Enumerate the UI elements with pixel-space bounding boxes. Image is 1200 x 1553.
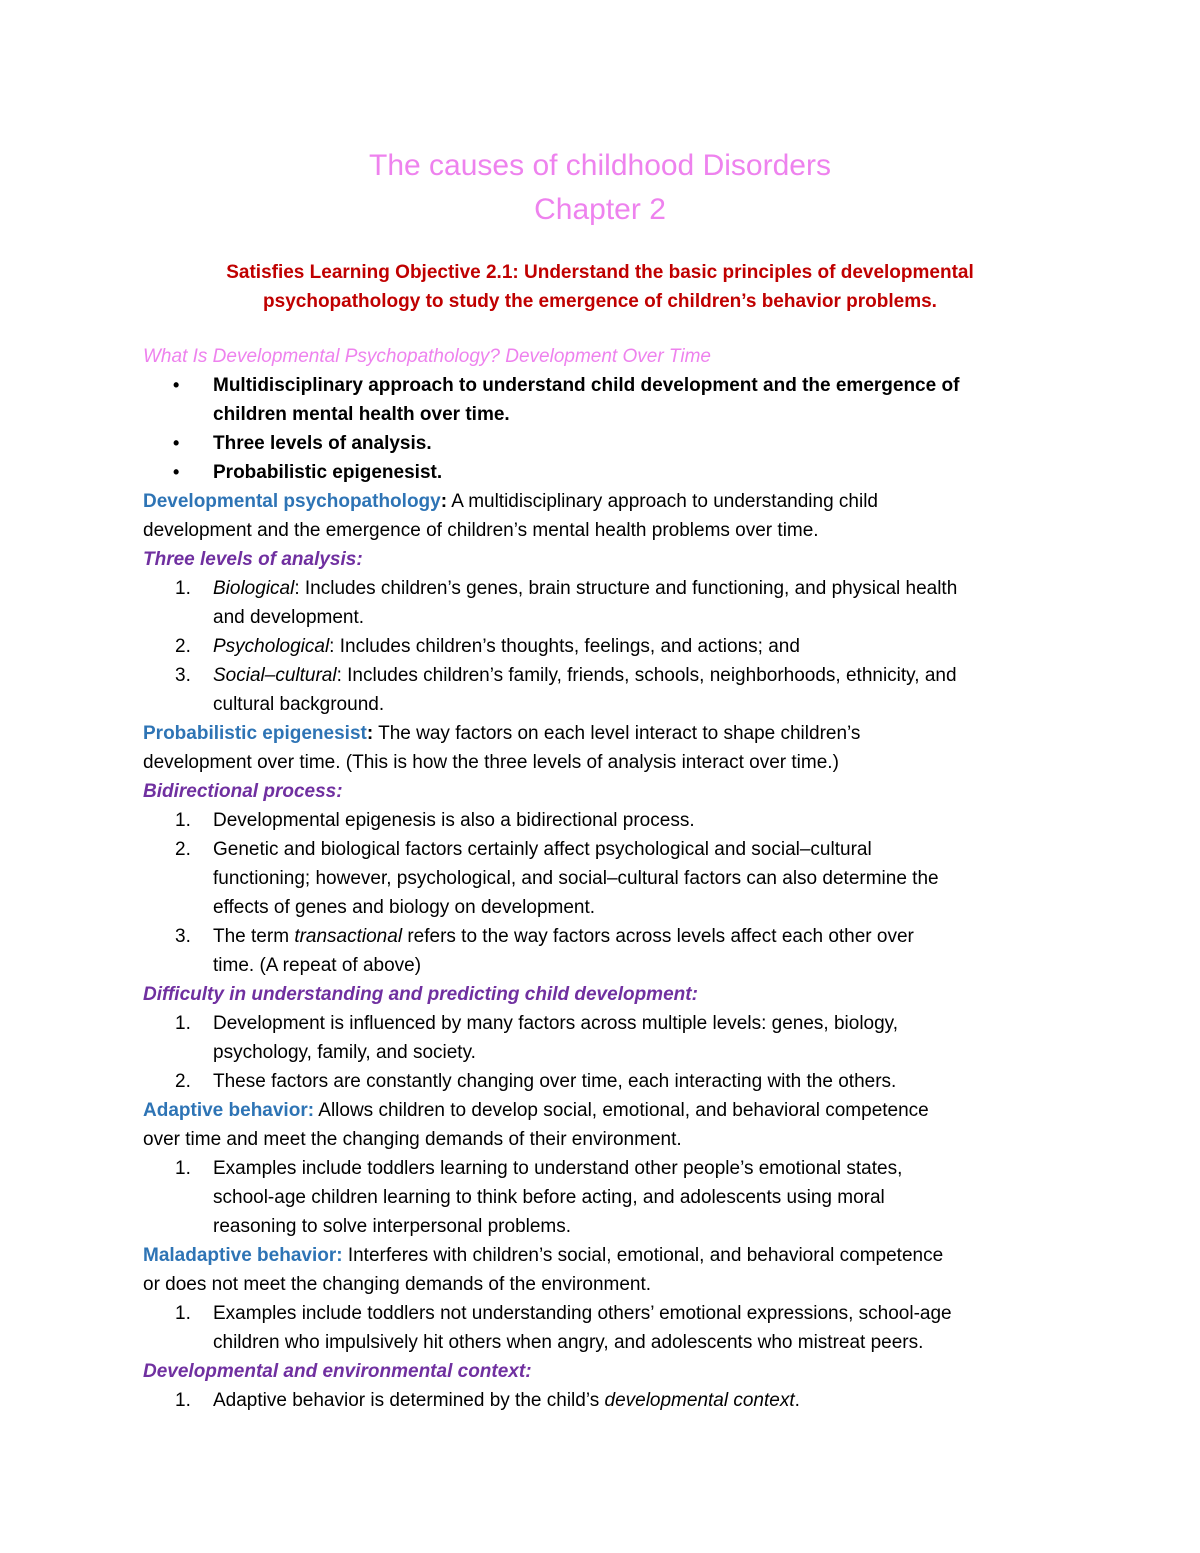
level-label: Social–cultural	[213, 665, 337, 686]
section-heading-context: Developmental and environmental context:	[143, 1361, 532, 1382]
term-label: Developmental psychopathology	[143, 491, 441, 512]
list-item-text: functioning; however, psychological, and social–cultural factors can also determine the	[213, 868, 939, 889]
definition-text: Interferes with children’s social, emotional, and behavioral competence	[342, 1245, 944, 1266]
list-item-text: Examples include toddlers not understanding others’ emotional expressions, school-age	[213, 1303, 952, 1324]
three-levels-list	[143, 574, 1073, 719]
list-item-text: children mental health over time.	[213, 404, 510, 425]
objective-line-1: Satisfies Learning Objective 2.1: Understand the basic principles of developmental	[226, 262, 974, 283]
definition-text: development and the emergence of children’s mental health problems over time.	[143, 520, 819, 541]
list-item	[143, 1154, 1073, 1241]
list-item-text: Genetic and biological factors certainly affect psychological and social–cultural	[213, 839, 872, 860]
objective-line-2: psychopathology to study the emergence of children’s behavior problems.	[263, 291, 937, 312]
list-item	[143, 458, 1073, 487]
chapter-subtitle: Chapter 2	[534, 193, 666, 226]
level-label: Psychological	[213, 636, 330, 657]
list-item-text: The term	[213, 926, 295, 947]
bidirectional-list	[143, 806, 1073, 980]
list-item-text: .	[794, 1390, 800, 1411]
list-item	[143, 1386, 1073, 1415]
list-item-text: Developmental epigenesis is also a bidirectional process.	[213, 810, 695, 831]
bullet-marker: •	[173, 375, 180, 395]
list-item-text: school-age children learning to think before acting, and adolescents using moral	[213, 1187, 885, 1208]
list-item	[143, 429, 1073, 458]
list-item	[143, 574, 1073, 632]
list-item	[143, 1067, 1073, 1096]
list-item	[143, 632, 1073, 661]
level-label: Biological	[213, 578, 295, 599]
term-label: Maladaptive behavior:	[143, 1245, 343, 1266]
definition-text: development over time. (This is how the three levels of analysis interact over time.)	[143, 752, 839, 773]
definition-maladaptive-behavior	[143, 1241, 1073, 1270]
context-list	[143, 1386, 1073, 1415]
list-number: 1.	[175, 1158, 191, 1179]
list-item	[143, 661, 1073, 719]
term-label: Probabilistic epigenesist	[143, 723, 367, 744]
definition-adaptive-behavior	[143, 1096, 1073, 1125]
page-title: The causes of childhood Disorders	[369, 149, 831, 182]
list-number: 1.	[175, 578, 191, 599]
list-number: 1.	[175, 810, 191, 831]
list-item-text: effects of genes and biology on development.	[213, 897, 596, 918]
list-item-text: time. (A repeat of above)	[213, 955, 422, 976]
list-number: 2.	[175, 636, 191, 657]
maladaptive-list	[143, 1299, 1073, 1357]
list-number: 1.	[175, 1013, 191, 1034]
list-number: 1.	[175, 1303, 191, 1324]
definition-probabilistic-epigenesist	[143, 719, 1073, 748]
list-item-text: children who impulsively hit others when angry, and adolescents who mistreat peers.	[213, 1332, 924, 1353]
list-number: 2.	[175, 1071, 191, 1092]
list-item-text: Development is influenced by many factors across multiple levels: genes, biology,	[213, 1013, 899, 1034]
list-item	[143, 922, 1073, 980]
list-item	[143, 1299, 1073, 1357]
list-item-text: : Includes children’s thoughts, feelings, and actions; and	[329, 636, 800, 657]
list-item-text: refers to the way factors across levels affect each other over	[402, 926, 914, 947]
list-item	[143, 835, 1073, 922]
term-colon: :	[366, 723, 374, 744]
list-item	[143, 806, 1073, 835]
definition-developmental-psychopathology	[143, 487, 1073, 516]
learning-objective	[120, 258, 1080, 316]
list-number: 3.	[175, 665, 191, 686]
section-heading-difficulty: Difficulty in understanding and predicting child development:	[143, 984, 698, 1005]
list-item-text: : Includes children’s family, friends, schools, neighborhoods, ethnicity, and	[336, 665, 957, 686]
list-item-text: Examples include toddlers learning to understand other people’s emotional states,	[213, 1158, 903, 1179]
definition-text: or does not meet the changing demands of the environment.	[143, 1274, 652, 1295]
list-item	[143, 1009, 1073, 1067]
definition-text: over time and meet the changing demands of their environment.	[143, 1129, 682, 1150]
definition-text: A multidisciplinary approach to understanding child	[447, 491, 878, 512]
difficulty-list	[143, 1009, 1073, 1096]
definition-text: The way factors on each level interact to shape children’s	[373, 723, 861, 744]
list-item-text: cultural background.	[213, 694, 385, 715]
section-heading-what-is: What Is Developmental Psychopathology? Development Over Time	[143, 346, 711, 367]
list-item-text: These factors are constantly changing over time, each interacting with the others.	[213, 1071, 897, 1092]
list-item-text: psychology, family, and society.	[213, 1042, 476, 1063]
section1-bullet-list	[143, 371, 1073, 487]
bullet-marker: •	[173, 433, 180, 453]
list-item-text: Three levels of analysis.	[213, 433, 432, 454]
definition-text: Allows children to develop social, emotional, and behavioral competence	[314, 1100, 929, 1121]
adaptive-list	[143, 1154, 1073, 1241]
list-item-text: Adaptive behavior is determined by the child’s	[213, 1390, 605, 1411]
list-item-text: and development.	[213, 607, 365, 628]
notes-body	[143, 342, 1073, 1415]
term-label: Adaptive behavior:	[143, 1100, 315, 1121]
list-item-text: reasoning to solve interpersonal problems.	[213, 1216, 572, 1237]
bullet-marker: •	[173, 462, 180, 482]
section-heading-bidirectional: Bidirectional process:	[143, 781, 343, 802]
list-item	[143, 371, 1073, 429]
list-item-text: : Includes children’s genes, brain structure and functioning, and physical health	[294, 578, 958, 599]
list-item-text: Multidisciplinary approach to understand child development and the emergence of	[213, 375, 960, 396]
emphasized-term: transactional	[294, 926, 403, 947]
list-number: 1.	[175, 1390, 191, 1411]
list-item-text: Probabilistic epigenesist.	[213, 462, 443, 483]
term-colon: :	[440, 491, 448, 512]
section-heading-three-levels: Three levels of analysis:	[143, 549, 363, 570]
list-number: 3.	[175, 926, 191, 947]
emphasized-term: developmental context	[604, 1390, 795, 1411]
list-number: 2.	[175, 839, 191, 860]
